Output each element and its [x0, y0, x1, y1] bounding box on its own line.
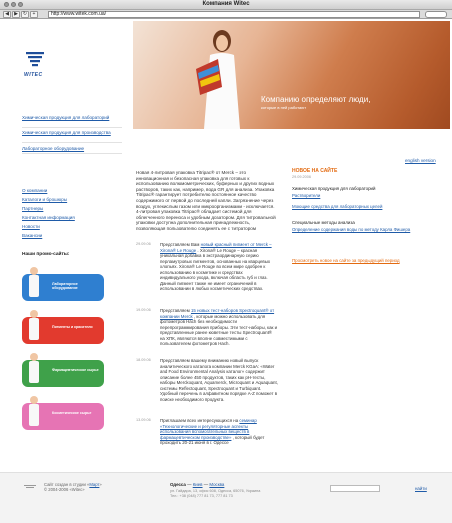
hero-person-image	[188, 25, 248, 129]
right-block-title: Химическая продукция для лабораторий	[292, 186, 376, 191]
news-date: 18.09.06	[136, 358, 151, 362]
promo-label: Пигменты и красители	[52, 325, 93, 329]
english-version-link[interactable]: english version	[405, 158, 436, 163]
phones-line: Тел.: +38 (048) 777 81 73, 777 81 73	[170, 493, 233, 498]
promo-lab-equipment[interactable]	[22, 274, 104, 301]
new-on-site-date: 29.09.2006	[292, 175, 312, 179]
site-search-input[interactable]	[330, 485, 380, 492]
all-news-link[interactable]: Просмотреть новое на сайте за предыдущий период	[292, 258, 400, 263]
news-date: 13.09.06	[136, 418, 151, 422]
city-selector	[170, 482, 224, 487]
add-bookmark-button[interactable]	[30, 11, 38, 18]
right-block-title: Специальные методы анализа	[292, 220, 355, 225]
city-link-moscow[interactable]: Москва	[209, 482, 225, 487]
plus-icon: +	[32, 11, 36, 17]
right-block-link[interactable]: Определение содержания воды по методу Карла Фишера	[292, 227, 411, 232]
news-text-post: , который будет проходить 20-21 июня в г. Одессе	[160, 434, 265, 445]
news-date: 19.09.06	[136, 308, 151, 312]
news-link[interactable]: 15 новых тест-наборов Spectroquant® от компании Merck	[160, 308, 275, 319]
copyright: © 2004-2006 «Witec»	[44, 487, 85, 493]
promo-person-icon	[26, 266, 42, 300]
news-text	[160, 308, 278, 347]
category-divider	[22, 127, 122, 128]
browser-search-field[interactable]	[425, 11, 447, 18]
news-date: 29.09.06	[136, 242, 151, 246]
logo-text: WITEC	[24, 72, 43, 78]
address-bar[interactable]: http://www.witek.com.ua/	[48, 11, 420, 18]
category-divider	[22, 153, 122, 154]
hero-banner	[133, 21, 450, 129]
news-text-pre: Приглашаем всех интересующихся на	[160, 418, 240, 423]
promo-cosmetics[interactable]	[22, 403, 104, 430]
studio-logo-icon	[24, 484, 36, 490]
promo-pigments[interactable]	[22, 317, 104, 344]
address-line: ул. Гайдара, 13, офис 608, Одесса, 65076, Украина	[170, 489, 261, 493]
intro-text: Новая 4-литровая упаковка Titripac® от Merck – это инновационная и безопасная упаковка для готовых к использованию волюмометрических, буферных и других водных растворов, таких как, например, вода GR для анализа. Упаковка Titripac® гарантирует потребителю постоянное качество содержимого от первой до последней капли. Загрязнение через воздух, углекислым газом или микроорганизмами - исключается. 4-литровая упаковка Titripac® обладает системой для облегченного переноса и удобным дозатором. Для титровальной упаковки доступна дополнительная принадлежность, позволяющая пользователю соединять ее с титратором	[136, 170, 276, 231]
promo-label: Фармацевтическое сырье	[52, 368, 99, 372]
promo-label: Косметическое сырье	[52, 411, 92, 415]
witec-logo[interactable]	[24, 50, 46, 70]
studio-link[interactable]: Март	[89, 482, 100, 487]
news-text-pre: Представляем Вам	[160, 242, 201, 247]
page-footer	[0, 472, 452, 523]
forward-button[interactable]	[12, 11, 20, 18]
nav-link-about[interactable]: О компании	[22, 188, 48, 193]
city-separator: —	[187, 482, 192, 487]
category-link-lab-equipment[interactable]: Лабораторное оборудование	[22, 146, 85, 151]
promo-person-icon	[26, 352, 42, 386]
back-arrow-icon: ◀	[5, 11, 9, 17]
promo-label: Лабораторное оборудование	[52, 282, 78, 291]
promo-person-icon	[26, 395, 42, 429]
reload-icon: ↻	[22, 11, 28, 17]
nav-link-contacts[interactable]: Контактная информация	[22, 215, 75, 220]
footer-address	[170, 489, 260, 498]
site-search-button[interactable]: найти	[415, 486, 427, 491]
right-block-link[interactable]: Растворители	[292, 193, 321, 198]
news-link[interactable]: семинар «Технологические и регуляторные аспекты использования вспомогательных веществ в фармацевтическом производстве»	[160, 418, 257, 440]
footer-credits	[44, 482, 102, 493]
city-separator: —	[203, 482, 209, 487]
city-current: Одесса	[170, 482, 186, 487]
news-text-pre: Представляем	[160, 308, 191, 313]
back-button[interactable]	[3, 11, 11, 18]
nav-link-news[interactable]: Новости	[22, 224, 40, 229]
hero-subtitle: которые в ней работают	[261, 105, 307, 110]
promo-person-icon	[26, 309, 42, 343]
category-link-lab-chemicals[interactable]: Химическая продукция для лабораторий	[22, 115, 110, 120]
reload-button[interactable]	[21, 11, 29, 18]
city-link-kiev[interactable]: Киев	[192, 482, 203, 487]
news-text-post: , которые можно использовать для фотометров Hach без необходимости перепрограммирования приборы. Эти тест-наборы, как и представленные ранее кюветные тесты Spectroquant® на ХПК, являются вполне совместимыми с пользователем фотометров Hach.	[160, 313, 278, 346]
studio-credit-post: »	[99, 482, 102, 487]
news-text	[160, 242, 278, 292]
window-titlebar	[0, 0, 452, 10]
promo-pharma[interactable]	[22, 360, 104, 387]
new-on-site-title: НОВОЕ НА САЙТЕ	[292, 168, 338, 174]
news-text	[160, 418, 278, 446]
category-link-production-chemicals[interactable]: Химическая продукция для производства	[22, 130, 111, 135]
web-page	[0, 20, 452, 523]
forward-arrow-icon: ▶	[14, 11, 18, 17]
category-divider	[22, 142, 122, 143]
promo-sites-title: Наши промо-сайты:	[22, 252, 70, 257]
nav-link-catalogs[interactable]: Каталоги и брошюры	[22, 197, 68, 202]
browser-toolbar	[0, 10, 452, 19]
news-link[interactable]: новый красный пигмент от Merck – Xirona® Le Rouge	[160, 242, 272, 253]
side-navigation	[22, 186, 75, 240]
hero-slogan: Компанию определяют люди,	[261, 95, 371, 104]
window-title: Компания Witec	[202, 1, 250, 7]
nav-link-partners[interactable]: Партнеры	[22, 206, 44, 211]
right-block-link[interactable]: Моющие средства для лабораторных целей	[292, 204, 383, 209]
news-text-post: . Xirona® Le Rouge – красная уникальная добавка в экстраординарную серию перламутровых пигментов, основанных на кварцевых хлопьях. Xirona® Le Rouge во всем мире одобрен к использованию в косметике и средствах индивидуального ухода, включая область губ и глаз. Данный пигмент также не имеет ограничений в использовании в любых косметических средствах.	[160, 247, 271, 291]
news-text: Представляем вашему вниманию новый выпуск аналитического каталога компании Merck KGaA: «Water and Food Environmental Analysis каталог» содержит описание более 450 продуктов, таких как рН-тесты, наборы Merckoquant, Aquamerck, Microquant и Aquaquant, системы Reflectoquant, Spectroquant и Turbiquant. Удобный перечень в алфавитном порядке А-Z поможет в поиске необходимого продукта.	[160, 358, 278, 402]
nav-link-vacancies[interactable]: Вакансии	[22, 233, 43, 238]
studio-credit-pre: Сайт создан в студии «	[44, 482, 90, 487]
